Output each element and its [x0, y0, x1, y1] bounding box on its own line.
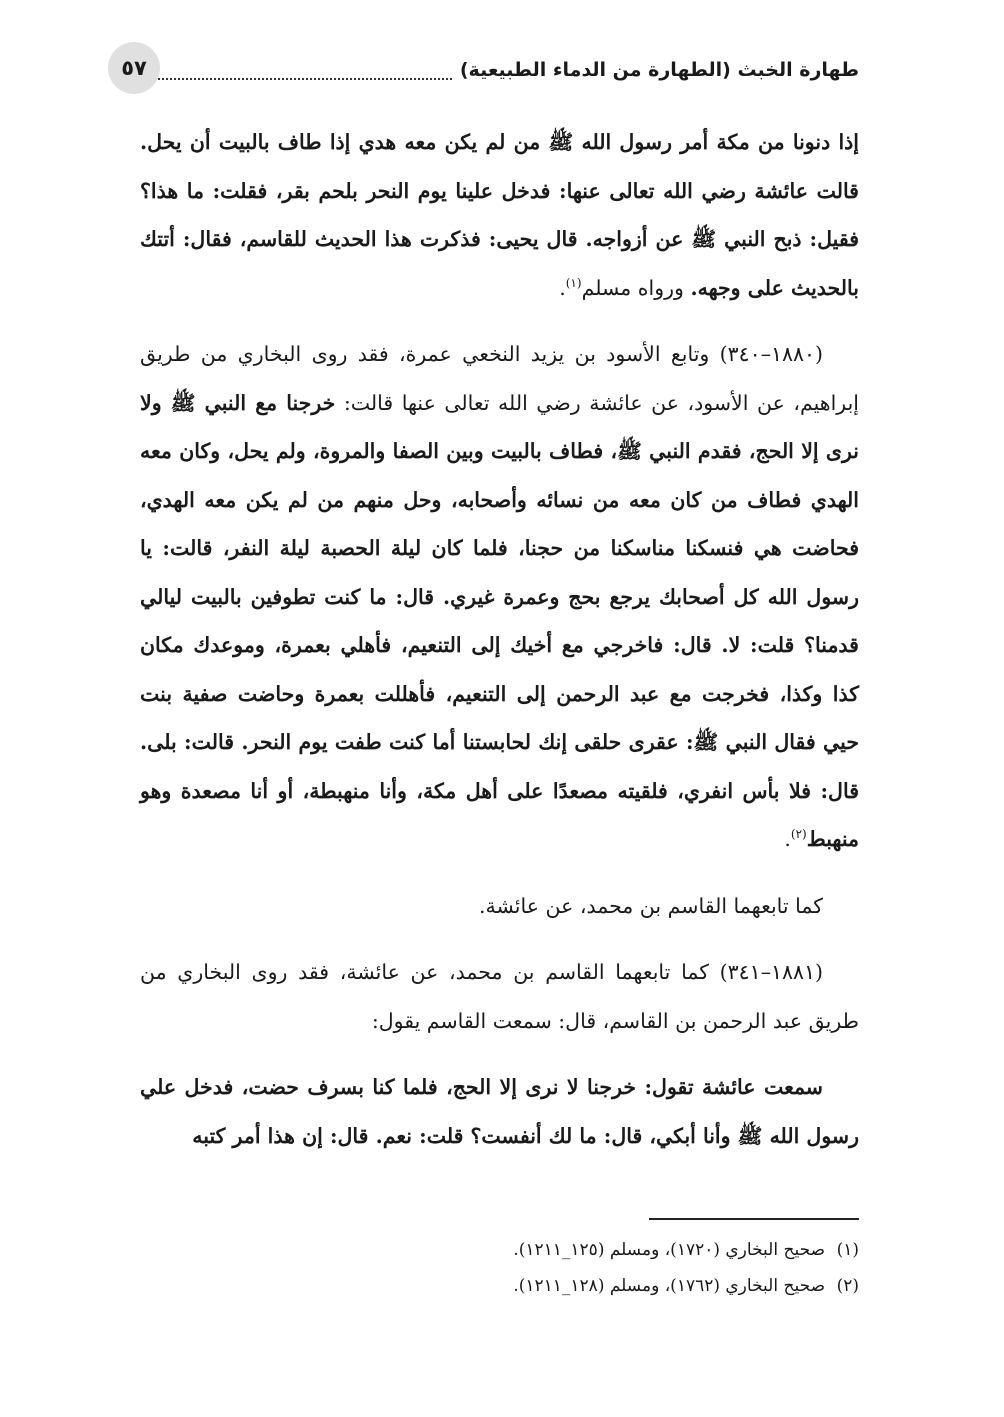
hadith-text: خرجنا مع النبي ﷺ ولا نرى إلا الحج، فقدم النبي ﷺ، فطاف بالبيت وبين الصفا والمروة، ولم يحل، وكان معه الهدي فطاف من كان معه من نسائه وأصحابه، وحل منهم من لم يكن معه الهدي، فحاضت هي فنسكنا مناسكنا من حجنا، فلما كان ليلة الحصبة ليلة النفر، قالت: يا رسول الله كل أصحابك يرجع بحج وعمرة غيري. قال: ما كنت تطوفين بالبيت ليالي قدمنا؟ قلت: لا. قال: فاخرجي مع أخيك إلى التنعيم، فأهلي بعمرة، وموعدك مكان كذا وكذا، فخرجت مع عبد الرحمن إلى التنعيم، فأهللت بعمرة وحاضت صفية بنت حيي فقال النبي ﷺ: عقرى حلقى إنك لحابستنا أما كنت طفت يوم النحر. قالت: بلى. قال: فلا بأس انفري، فلقيته مصعدًا على أهل مكة، وأنا منهبطة، أو أنا مصعدة وهو منهبط — [140, 390, 859, 851]
footnote — [140, 1268, 859, 1304]
narration-text: كما تابعهما القاسم بن محمد، عن عائشة. — [479, 893, 823, 918]
running-header — [110, 45, 859, 95]
narration-text: . — [784, 827, 791, 851]
narration-text: ورواه مسلم — [581, 275, 691, 300]
paragraph — [140, 330, 859, 864]
footnote-marker: (١) — [565, 275, 582, 290]
footnote-number: (١) — [836, 1240, 859, 1260]
page-number-badge: ٥٧ — [108, 42, 160, 94]
hadith-text: إذا دنونا من مكة أمر رسول الله ﷺ من لم يكن معه هدي إذا طاف بالبيت أن يحل. قالت عائشة رضي الله تعالى عنها: فدخل علينا يوم النحر بلحم بقر، فقلت: ما هذا؟ فقيل: ذبح النبي ﷺ عن أزواجه. قال يحيى: فذكرت هذا الحديث للقاسم، فقال: أتتك بالحديث على وجهه. — [140, 130, 859, 300]
footnote-text: صحيح البخاري (١٧٢٠)، ومسلم (١٢٥_١٢١١). — [513, 1240, 825, 1260]
paragraph — [140, 882, 859, 931]
footnote-separator — [649, 1218, 859, 1220]
footnote — [140, 1232, 859, 1268]
header-dotted-leader — [118, 60, 452, 80]
paragraph — [140, 1063, 859, 1160]
hadith-text: سمعت عائشة تقول: خرجنا لا نرى إلا الحج، فلما كنا بسرف حضت، فدخل علي رسول الله ﷺ وأنا أبكي، قال: ما لك أنفست؟ قلت: نعم. قال: إن هذا أمر كتبه — [140, 1075, 859, 1148]
narration-text: . — [559, 275, 566, 300]
body-text — [140, 118, 859, 1178]
chapter-title: طهارة الخبث (الطهارة من الدماء الطبيعية) — [459, 59, 859, 81]
paragraph — [140, 118, 859, 312]
paragraph — [140, 948, 859, 1045]
footnotes — [140, 1232, 859, 1304]
narration-text: (١٨٨٠–٣٤٠) وتابع الأسود بن يزيد النخعي عمرة، فقد روى البخاري من طريق إبراهيم، عن الأسود، عن عائشة رضي الله تعالى عنها قالت: — [140, 342, 859, 415]
footnote-number: (٢) — [836, 1276, 859, 1296]
footnote-marker: (٢) — [790, 827, 807, 842]
narration-text: (١٨٨١–٣٤١) كما تابعهما القاسم بن محمد، عن عائشة، فقد روى البخاري من طريق عبد الرحمن بن القاسم، قال: سمعت القاسم يقول: — [140, 960, 859, 1033]
footnote-text: صحيح البخاري (١٧٦٢)، ومسلم (١٢٨_١٢١١). — [513, 1276, 825, 1296]
